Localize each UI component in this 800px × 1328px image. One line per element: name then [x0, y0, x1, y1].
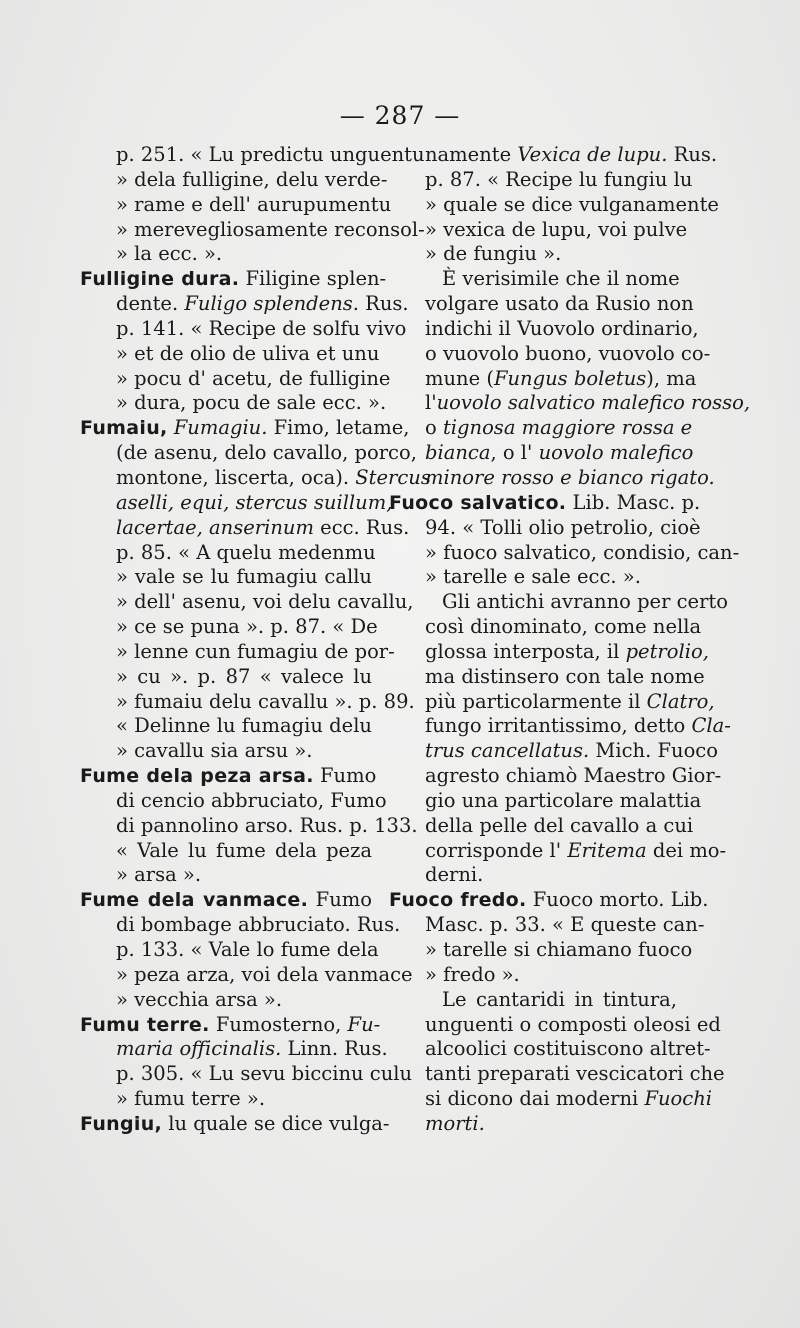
text-line [389, 1037, 711, 1062]
text-line [389, 714, 731, 739]
text-line [80, 143, 425, 168]
text-line [80, 217, 425, 243]
text-line [80, 292, 409, 317]
text-run: si dicono dai moderni [425, 1087, 645, 1111]
text-run: Gli antichi avranno per certo [442, 590, 728, 614]
text-line [389, 888, 709, 913]
text-line [389, 838, 727, 864]
text-line [80, 839, 372, 864]
text-line [80, 788, 387, 814]
text-line [389, 490, 701, 516]
text-run: « Delinne lu fumagiu delu [116, 714, 372, 738]
text-run: Fumo [308, 888, 372, 912]
text-line [80, 962, 413, 988]
italic-term: petrolio, [625, 639, 709, 663]
text-line [389, 465, 715, 491]
text-line [389, 764, 722, 789]
text-run: » dura, pocu de sale ecc. ». [116, 391, 387, 415]
text-line [389, 788, 702, 814]
italic-term: Fuligo splendens. [184, 292, 359, 316]
text-line [389, 863, 677, 888]
text-run: » vecchia arsa ». [116, 987, 283, 1011]
text-run: unguenti o composti oleosi ed [425, 1012, 721, 1036]
text-line [389, 1087, 712, 1112]
text-run: » peza arza, voi dela vanmace [116, 962, 413, 986]
text-run: più particolarmente il [425, 689, 647, 713]
text-run: » arsa ». [116, 863, 202, 887]
italic-term: bianca [425, 441, 491, 465]
text-line [80, 938, 379, 963]
text-line [389, 565, 677, 590]
text-line [389, 366, 697, 392]
headword: Fumaiu, [80, 417, 168, 440]
text-run: montone, liscerta, oca). [116, 465, 356, 489]
text-line [389, 1012, 721, 1038]
text-line [80, 316, 407, 342]
text-line [80, 863, 372, 888]
left-column [80, 143, 431, 1137]
text-run: » rame e dell' aurupumentu [116, 192, 392, 216]
italic-term: Clatro, [646, 689, 715, 713]
text-run: corrisponde l' [425, 838, 568, 862]
text-run: , o l' [490, 441, 539, 465]
text-line [80, 465, 431, 491]
headword: Fumu terre. [80, 1013, 210, 1036]
text-line [80, 813, 418, 839]
text-run: » la ecc. ». [116, 242, 223, 266]
text-run: Rus. [667, 143, 718, 166]
right-column [389, 143, 751, 1137]
text-run: Fumo [313, 764, 377, 788]
text-run: p. 87. « Recipe lu fungiu lu [425, 167, 693, 191]
text-run: Linn. Rus. [281, 1037, 388, 1061]
text-line [389, 639, 709, 665]
text-line [80, 888, 372, 913]
headword: Fulligine dura. [80, 268, 240, 291]
text-run: di bombage abbruciato. Rus. [116, 913, 401, 937]
text-line [80, 366, 391, 392]
italic-term: morti. [425, 1111, 485, 1135]
text-line [80, 192, 392, 218]
text-line [80, 416, 410, 441]
text-run: » et de olio de uliva et unu [116, 341, 380, 365]
italic-term: lacertae, anserinum [116, 515, 314, 539]
text-run: Le cantaridi in tintura, [442, 987, 677, 1011]
text-line [389, 441, 694, 466]
text-line [80, 689, 415, 715]
text-run: p. 85. « A quelu medenmu [116, 540, 376, 564]
text-line [80, 441, 417, 466]
text-line [80, 1111, 390, 1137]
italic-term: trus cancellatus. [425, 739, 590, 763]
italic-term: Vexica de lupu. [517, 143, 668, 166]
text-line [80, 515, 410, 541]
text-line [389, 913, 705, 938]
text-run: p. 141. « Recipe de solfu vivo [116, 316, 407, 340]
text-run: » cu ». p. 87 « valece lu [116, 664, 372, 688]
text-run: » lenne cun fumagiu de por- [116, 639, 395, 663]
text-line [80, 739, 372, 764]
text-line [80, 1012, 381, 1038]
text-line [389, 615, 702, 640]
text-run: Rus. [358, 292, 409, 316]
text-run: gio una particolare malattia [425, 788, 702, 812]
text-run: Fumosterno, [209, 1012, 348, 1036]
text-run: agresto chiamò Maestro Gior- [425, 764, 722, 788]
text-line [389, 242, 677, 267]
text-line [389, 143, 718, 168]
text-line [80, 1087, 372, 1112]
text-line [389, 416, 693, 441]
text-run: » dell' asenu, voi delu cavallu, [116, 590, 414, 614]
text-line [80, 639, 395, 665]
italic-term: Fu- [347, 1012, 381, 1036]
italic-term: Stercus [355, 465, 431, 489]
text-run: » fuoco salvatico, condisio, can- [425, 540, 740, 564]
text-line [389, 938, 693, 963]
text-run: volgare usato da Rusio non [425, 292, 694, 316]
text-run: » de fungiu ». [425, 242, 562, 266]
text-line [80, 590, 414, 615]
text-run: « Vale lu fume dela peza [116, 838, 372, 862]
text-line [80, 490, 393, 516]
text-line [80, 764, 377, 789]
text-run: o vuovolo buono, vuovolo co- [425, 341, 711, 365]
text-run: » vale se lu fumagiu callu [116, 565, 372, 589]
text-line [80, 565, 372, 590]
text-run: » fumaiu delu cavallu ». p. 89. [116, 689, 415, 713]
text-line [80, 988, 372, 1013]
italic-term: maria officinalis. [116, 1037, 282, 1061]
text-run: » dela fulligine, delu verde- [116, 167, 388, 191]
italic-term: uovolo salvatico malefico rosso, [436, 391, 751, 415]
text-run: Filigine splen- [239, 267, 387, 291]
text-run: ), ma [646, 366, 697, 390]
text-run: p. 133. « Vale lo fume dela [116, 938, 379, 961]
text-line [389, 515, 701, 541]
text-line [389, 689, 715, 715]
text-line [389, 963, 677, 988]
text-run: Masc. p. 33. « E queste can- [425, 913, 705, 937]
text-run: mune ( [425, 366, 494, 390]
text-run: p. 305. « Lu sevu biccinu culu [116, 1062, 413, 1086]
text-run: fungo irritantissimo, detto [425, 714, 692, 738]
text-run: » merevegliosamente reconsol- [116, 217, 425, 241]
text-run: » fumu terre ». [116, 1087, 266, 1111]
text-run: della pelle del cavallo a cui [425, 813, 694, 837]
italic-term: Eritema [567, 838, 647, 862]
text-line [389, 813, 694, 839]
text-run: » quale se dice vulganamente [425, 192, 719, 216]
text-line [80, 1037, 388, 1062]
text-run: È verisimile che il nome [442, 267, 680, 291]
italic-term: tignosa maggiore rossa e [442, 416, 693, 440]
text-run: o [425, 416, 443, 440]
italic-term: minore rosso e bianco rigato. [425, 465, 715, 489]
text-run: lu quale se dice vulga- [162, 1111, 390, 1135]
text-run: namente [425, 143, 518, 166]
text-run: Fimo, letame, [267, 416, 410, 440]
text-run: dente. [116, 292, 185, 316]
text-run: ma distinsero con tale nome [425, 664, 705, 688]
italic-term: uovolo malefico [538, 441, 694, 465]
text-run: 94. « Tolli olio petrolio, cioè [425, 515, 701, 539]
text-run: » vexica de lupu, voi pulve [425, 217, 688, 241]
italic-term: Fumagiu. [173, 416, 268, 440]
text-run: l' [425, 391, 437, 415]
italic-term: Fuochi [644, 1087, 712, 1111]
text-run: di pannolino arso. Rus. p. 133. [116, 813, 418, 837]
text-run: glossa interposta, il [425, 639, 626, 663]
headword: Fume dela vanmace. [80, 889, 309, 912]
text-line [389, 316, 699, 342]
text-line [389, 739, 718, 764]
text-run: derni. [425, 863, 484, 887]
text-run: dei mo- [646, 838, 727, 862]
text-line [80, 267, 387, 292]
text-line [80, 242, 372, 267]
text-line [389, 391, 751, 416]
text-line [80, 391, 387, 416]
text-run: » fredo ». [425, 962, 520, 986]
text-run: » pocu d' acetu, de fulligine [116, 366, 391, 390]
text-line [80, 615, 378, 640]
text-line [389, 540, 740, 566]
text-line [389, 988, 677, 1013]
headword: Fuoco salvatico. [389, 491, 567, 514]
text-line [389, 167, 693, 193]
text-run: ecc. Rus. [313, 515, 410, 539]
text-line [80, 1062, 413, 1087]
text-line [389, 1112, 677, 1137]
text-run: » tarelle e sale ecc. ». [425, 565, 641, 589]
text-run: (de asenu, delo cavallo, porco, [116, 441, 417, 465]
text-line [389, 192, 719, 218]
italic-term: Fungus boletus [493, 366, 647, 390]
text-line [389, 1062, 725, 1087]
headword: Fungiu, [80, 1112, 163, 1135]
text-line [80, 714, 372, 739]
text-run: » cavallu sia arsu ». [116, 739, 313, 763]
text-run: così dinominato, come nella [425, 615, 702, 639]
text-line [80, 540, 376, 566]
text-line [389, 217, 688, 243]
text-run: » ce se puna ». p. 87. « De [116, 615, 378, 639]
text-run: alcoolici costituiscono altret- [425, 1037, 711, 1061]
text-run: tanti preparati vescicatori che [425, 1062, 725, 1086]
text-line [80, 913, 401, 938]
text-line [80, 341, 380, 367]
page-number: — 287 — [339, 101, 461, 130]
text-line [389, 664, 705, 690]
headword: Fume dela peza arsa. [80, 765, 314, 788]
text-line [80, 665, 372, 690]
text-line [389, 341, 711, 367]
italic-term: aselli, equi, stercus suillum, [116, 490, 393, 514]
text-run: Lib. Masc. p. [566, 490, 701, 514]
text-run: di cencio abbruciato, Fumo [116, 788, 387, 812]
headword: Fuoco fredo. [389, 889, 527, 912]
text-line [389, 267, 680, 292]
italic-term: Cla- [691, 714, 731, 738]
text-line [389, 292, 694, 317]
text-run: p. 251. « Lu predictu unguentu [116, 143, 425, 166]
text-run: indichi il Vuovolo ordinario, [425, 316, 699, 340]
text-run: Fuoco morto. Lib. [526, 888, 709, 912]
text-line [80, 167, 388, 193]
text-line [389, 590, 728, 615]
text-run: » tarelle si chiamano fuoco [425, 938, 693, 961]
text-run: Mich. Fuoco [589, 739, 718, 763]
